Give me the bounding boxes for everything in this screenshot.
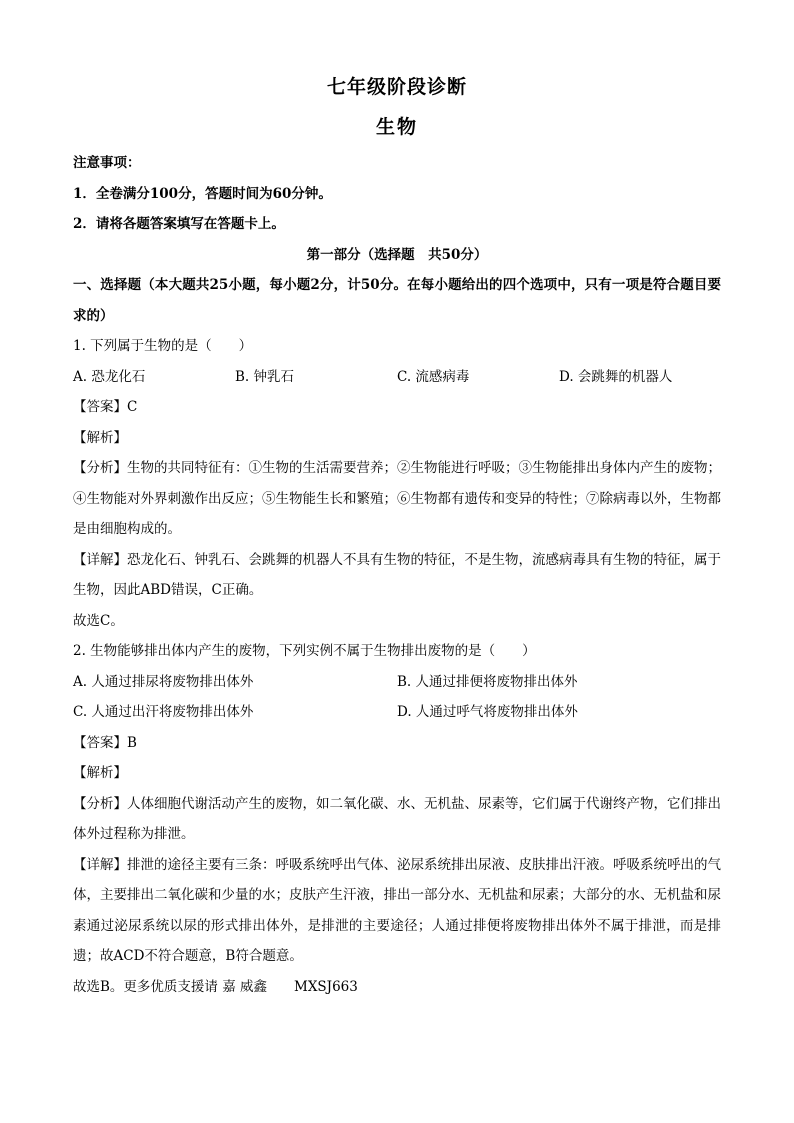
notice-heading: 注意事项： <box>73 155 141 171</box>
analysis-text: 【分析】人体细胞代谢活动产生的废物，如二氧化碳、水、无机盐、尿素等，它们属于代谢终产物，它们排出体外过程称为排泄。 <box>73 795 721 842</box>
option-d: D. 人通过呼气将废物排出体外 <box>397 704 578 720</box>
option-c: C. 人通过出汗将废物排出体外 <box>73 704 254 720</box>
option-a: A. 人通过排尿将废物排出体外 <box>73 673 254 690</box>
detail-text: 【详解】排泄的途径主要有三条：呼吸系统呼出气体、泌尿系统排出尿液、皮肤排出汗液。呼吸系统呼出的气体，主要排出二氧化碳和少量的水；皮肤产生汗液，排出一部分水、无机盐和尿素；大部分的水、无机盐和尿素通过泌尿系统以尿的形式排出体外，是排泄的主要途径；人通过排便将废物排出体外不属于排泄，而是排遗；故ACD不符合题意，B符合题意。 <box>73 856 721 964</box>
question-options <box>73 667 721 698</box>
option-b: B. 人通过排便将废物排出体外 <box>397 673 578 690</box>
detail-text: 【详解】恐龙化石、钟乳石、会跳舞的机器人不具有生物的特征，不是生物，流感病毒具有生物的特征，属于生物，因此ABD错误，C正确。 <box>73 551 721 598</box>
notice-item: 2．请将各题答案填写在答题卡上。 <box>73 216 285 232</box>
analysis-heading: 【解析】 <box>73 429 127 446</box>
conclusion-text: 故选C。 <box>73 612 124 629</box>
answer-label: 【答案】B <box>73 734 137 751</box>
analysis-text: 【分析】生物的共同特征有：①生物的生活需要营养；②生物能进行呼吸；③生物能排出身体内产生的废物；④生物能对外界刺激作出反应；⑤生物能生长和繁殖；⑥生物都有遗传和变异的特性；⑦除病毒以外，生物都是由细胞构成的。 <box>73 460 721 537</box>
question-options <box>73 697 721 728</box>
option-a: A. 恐龙化石 <box>73 368 146 385</box>
conclusion-text: 故选B。更多优质支援请 嘉 威鑫 MXSJ663 <box>73 978 358 995</box>
notice-item: 1．全卷满分100分，答题时间为60分钟。 <box>73 185 332 202</box>
analysis-heading: 【解析】 <box>73 765 127 781</box>
question-stem: 2. 生物能够排出体内产生的废物，下列实例不属于生物排出废物的是（ ） <box>73 643 536 659</box>
answer-label: 【答案】C <box>73 399 138 415</box>
question-stem: 1. 下列属于生物的是（ ） <box>73 338 253 354</box>
option-b: B. 钟乳石 <box>235 368 295 385</box>
exam-content <box>73 148 721 1002</box>
part-heading: 第一部分（选择题 共50分） <box>306 246 488 263</box>
question-options <box>73 362 721 393</box>
option-c: C. 流感病毒 <box>397 368 470 385</box>
subject-title: 生物 <box>375 116 418 138</box>
page-title: 七年级阶段诊断 <box>326 76 467 98</box>
option-d: D. 会跳舞的机器人 <box>559 368 673 385</box>
section-instruction: 一、选择题（本大题共25小题，每小题2分，计50分。在每小题给出的四个选项中，只有一项是符合题目要求的） <box>73 277 721 324</box>
